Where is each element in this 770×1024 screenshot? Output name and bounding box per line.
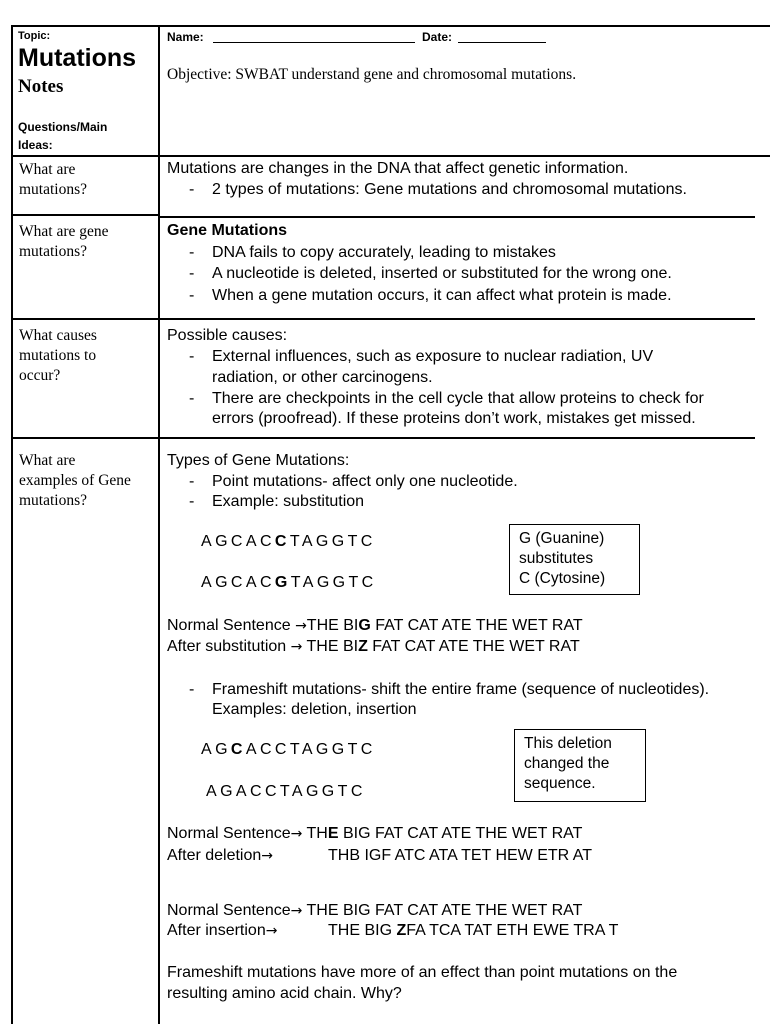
label: After substitution [167, 638, 291, 655]
after-deletion [167, 845, 593, 867]
seq-part: TAGGTC [290, 574, 377, 591]
s2-bullet-2: A nucleotide is deleted, inserted or substituted for the wrong one. [212, 265, 672, 282]
question-line: mutations? [19, 181, 88, 198]
s3-bullet-2b: errors (proofread). If these proteins don’t work, mistakes get missed. [212, 410, 696, 427]
gene-mutations-heading: Gene Mutations [167, 222, 288, 239]
text: THE BIG FAT CAT ATE THE WET RAT [302, 902, 583, 919]
text-group [328, 920, 618, 941]
s3-bullet-1a: External influences, such as exposure to nuclear radiation, UV [212, 348, 654, 365]
text: FA TCA TAT ETH EWE TRA T [406, 922, 619, 939]
question-3 [19, 326, 97, 386]
text: THE BI [302, 638, 359, 655]
box-line: G (Guanine) [519, 530, 605, 547]
seq-highlight: G [274, 574, 291, 591]
question-line: mutations? [19, 492, 88, 509]
topic-title: Mutations [18, 44, 137, 72]
text: THB IGF ATC ATA TET HEW ETR AT [328, 847, 593, 864]
dash: - [189, 265, 195, 282]
label: Normal Sentence [167, 825, 291, 842]
questions-label: Questions/Main [18, 120, 108, 134]
highlight: E [327, 825, 339, 842]
types-heading: Types of Gene Mutations: [167, 452, 350, 469]
text: BIG FAT CAT ATE THE WET RAT [338, 825, 583, 842]
s4-bullet-2: Example: substitution [212, 493, 365, 510]
dash: - [189, 473, 195, 490]
question-line: What causes [19, 327, 97, 344]
s1-line-1: Mutations are changes in the DNA that affect genetic information. [167, 160, 629, 177]
seq-part: TAGGTC [289, 533, 376, 550]
seq-part: AG [201, 741, 231, 758]
s3-bullet-1b: radiation, or other carcinogens. [212, 369, 433, 386]
seq-part: ACCTAGGTC [245, 741, 376, 758]
question-line: examples of Gene [19, 472, 131, 489]
frameshift-line-2: Examples: deletion, insertion [212, 701, 417, 718]
s2-bullet-3: When a gene mutation occurs, it can affect what protein is made. [212, 287, 672, 304]
column-divider [158, 25, 160, 1024]
after-substitution [167, 636, 580, 658]
s4-bullet-1: Point mutations- affect only one nucleotide. [212, 473, 518, 490]
question-line: What are [19, 161, 76, 178]
seq-highlight: C [230, 741, 246, 758]
box-line: This deletion [524, 735, 612, 752]
left-border [11, 25, 13, 1024]
text: FAT CAT ATE THE WET RAT [367, 638, 580, 655]
dash: - [189, 681, 195, 698]
frameshift-line-1: Frameshift mutations- shift the entire frame (sequence of nucleotides). [212, 681, 710, 698]
question-4 [19, 451, 131, 511]
sequence-before-deletion [201, 741, 376, 759]
sequence-substituted [201, 574, 377, 592]
topic-label: Topic: [18, 30, 51, 42]
ideas-label: Ideas: [18, 138, 53, 152]
name-field[interactable] [213, 42, 415, 43]
row-divider-3 [11, 437, 755, 439]
closing-line-2: resulting amino acid chain. Why? [167, 985, 402, 1002]
name-label: Name: [167, 30, 204, 44]
s3-bullet-2a: There are checkpoints in the cell cycle that allow proteins to check for [212, 390, 704, 407]
row-divider-header [11, 155, 770, 157]
objective: Objective: SWBAT understand gene and chromosomal mutations. [167, 66, 577, 83]
highlight: G [358, 617, 371, 634]
arrow-icon: → [265, 923, 278, 939]
question-line: What are gene [19, 223, 109, 240]
question-line: What are [19, 452, 76, 469]
box-line: sequence. [524, 775, 596, 792]
seq-highlight: C [274, 533, 290, 550]
highlight: Z [358, 638, 368, 655]
text: FAT CAT ATE THE WET RAT [370, 617, 583, 634]
normal-sentence-3 [167, 900, 582, 922]
substitution-note-box [509, 524, 640, 595]
dash: - [189, 287, 195, 304]
s1-line-2: 2 types of mutations: Gene mutations and chromosomal mutations. [212, 181, 687, 198]
possible-causes: Possible causes: [167, 327, 288, 344]
closing-line-1: Frameshift mutations have more of an effect than point mutations on the [167, 964, 678, 981]
dash: - [189, 181, 195, 198]
row-divider-2 [11, 318, 755, 320]
normal-sentence-2 [167, 823, 582, 845]
label: After insertion [167, 922, 266, 939]
after-insertion [167, 920, 619, 942]
sequence-original [201, 533, 376, 551]
arrow-icon: → [290, 903, 303, 919]
box-line: C (Cytosine) [519, 570, 606, 587]
dash: - [189, 493, 195, 510]
row-divider-1 [11, 214, 159, 216]
dash: - [189, 390, 195, 407]
top-border [11, 25, 770, 27]
box-line: substitutes [519, 550, 594, 567]
arrow-icon: → [261, 848, 274, 864]
question-line: mutations to [19, 347, 97, 364]
arrow-icon: → [290, 826, 303, 842]
question-line: mutations? [19, 243, 88, 260]
question-2 [19, 222, 109, 262]
date-label: Date: [422, 30, 453, 44]
question-line: occur? [19, 367, 61, 384]
row-divider-1-right [158, 216, 755, 218]
question-1 [19, 160, 87, 200]
deletion-note-box [514, 729, 646, 802]
text: THE BIG [328, 922, 397, 939]
arrow-icon: → [290, 639, 303, 655]
label: Normal Sentence [167, 902, 291, 919]
sequence-after-deletion: AGACCTAGGTC [206, 783, 366, 800]
topic-subtitle: Notes [18, 76, 64, 97]
seq-part: AGCAC [201, 574, 275, 591]
dash: - [189, 244, 195, 261]
label: After deletion [167, 847, 262, 864]
arrow-icon: → [295, 618, 307, 634]
normal-sentence-1 [167, 615, 583, 637]
text: THE BI [306, 617, 359, 634]
seq-part: AGCAC [201, 533, 275, 550]
highlight: Z [396, 922, 407, 939]
box-line: changed the [524, 755, 610, 772]
text: TH [302, 825, 328, 842]
s2-bullet-1: DNA fails to copy accurately, leading to mistakes [212, 244, 556, 261]
date-field[interactable] [458, 42, 546, 43]
label: Normal Sentence [167, 617, 296, 634]
dash: - [189, 348, 195, 365]
